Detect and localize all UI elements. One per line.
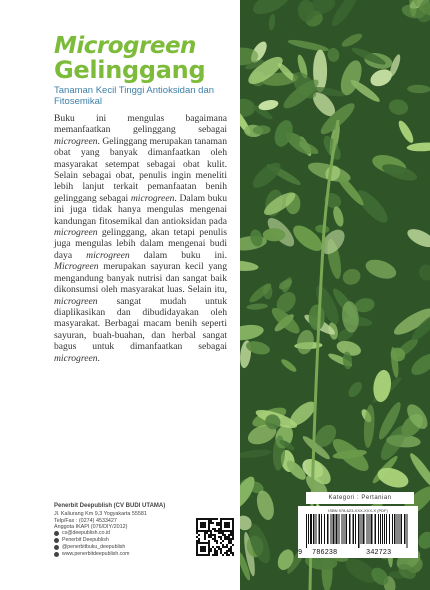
- barcode-digit-first: 9: [298, 549, 303, 557]
- social-item-web[interactable]: [54, 551, 129, 558]
- blurb-text-run: dalam buku ini.: [129, 249, 227, 261]
- social-item-email[interactable]: [54, 530, 129, 537]
- blurb-text-run: .: [97, 352, 100, 364]
- barcode-digits-group1: 786238: [312, 549, 338, 557]
- category-label: Kategori : Pertanian: [306, 492, 414, 504]
- book-subtitle: Tanaman Kecil Tinggi Antioksidan dan Fitosemikal: [54, 85, 215, 107]
- facebook-icon: [54, 538, 59, 543]
- blurb-text-run: Buku ini mengulas bagaimana memanfaatkan gelinggang sebagai: [54, 113, 227, 136]
- social-text-instagram: @penerbitbuku_deepublish: [62, 544, 126, 550]
- blurb-text-run: . Gelinggang merupakan tanaman obat yang banyak dimanfaatkan oleh masyarakat setempat sebagai obat kulit. Selain sebagai obat, penulis ingin meneliti lebih lanjut terkait pemanfaatan benih gelinggang sebagai: [54, 135, 227, 204]
- barcode: [304, 514, 412, 548]
- blurb-italic-term: microgreen: [54, 135, 98, 147]
- publisher-phone: Telp/Fax : (0274) 4533427: [54, 517, 117, 524]
- book-blurb: [54, 113, 227, 364]
- social-item-instagram[interactable]: [54, 544, 129, 551]
- publisher-name: Penerbit Deepublish (CV BUDI UTAMA): [54, 503, 166, 509]
- isbn-barcode-box: [298, 506, 418, 558]
- isbn-text: ISBN 978-623-XXX-XXX-X (PDF): [328, 508, 388, 513]
- blurb-italic-term: microgreen: [54, 352, 98, 364]
- blurb-text-run: . Dalam buku ini juga tidak hanya mengulas mengenai kandungan fitosemikal dan antioksidan pada: [54, 192, 227, 227]
- blurb-text-run: sangat mudah untuk diaplikasikan dan dibudidayakan oleh masyarakat. Berbagai macam benih seperti sayuran, buah-buahan, dan herbal sangat bagus untuk dimanfaatkan sebagai: [54, 295, 227, 353]
- publisher-address: Jl. Kaliurang Km 9,3 Yogyakarta 55581: [54, 510, 147, 517]
- social-text-email: cs@deepublish.co.id: [62, 530, 110, 536]
- blurb-italic-term: microgreen: [54, 295, 98, 307]
- publisher-social-list: [54, 530, 129, 558]
- blurb-italic-term: Microgreen: [54, 261, 99, 273]
- blurb-text-run: gelinggang, akan tetapi penulis juga mengulas lebih dalam mengenai budi daya: [54, 227, 227, 261]
- publisher-member: Anggota IKAPI (076/DIY/2012): [54, 524, 128, 531]
- blurb-italic-term: microgreen: [54, 227, 98, 239]
- qr-code: [196, 518, 234, 556]
- email-icon: [54, 531, 59, 536]
- blurb-text-run: merupakan sayuran kecil yang mengandung banyak nutrisi dan sangat baik dikonsumsi oleh masyarakat luas. Selain itu,: [54, 261, 227, 296]
- web-icon: [54, 552, 59, 557]
- publisher-info: [54, 503, 204, 531]
- book-title-line2: Gelinggang: [54, 56, 206, 84]
- social-item-facebook[interactable]: [54, 537, 129, 544]
- social-text-facebook: Penerbit Deepublish: [62, 537, 109, 543]
- instagram-icon: [54, 545, 59, 550]
- blurb-italic-term: microgreen: [130, 192, 175, 204]
- book-title-line1: Microgreen: [54, 33, 196, 59]
- blurb-italic-term: microgreen: [86, 249, 130, 261]
- social-text-web: www.penerbitdeepublish.com: [62, 551, 130, 557]
- barcode-digits-group2: 342723: [366, 549, 392, 557]
